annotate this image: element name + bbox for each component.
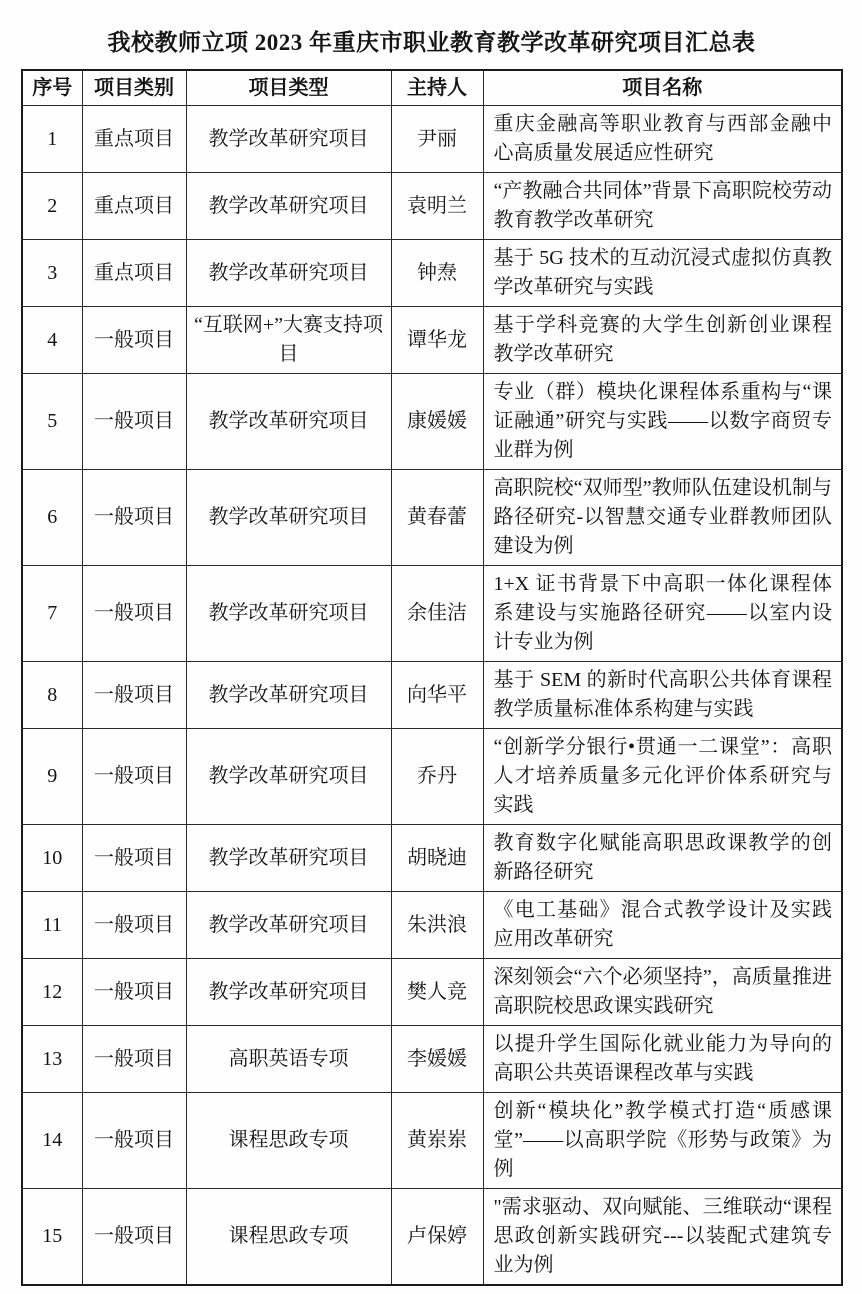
cell-project-category: 一般项目 (82, 307, 186, 374)
cell-project-type: 教学改革研究项目 (186, 470, 391, 566)
cell-project-category: 重点项目 (82, 173, 186, 240)
cell-project-type: 教学改革研究项目 (186, 825, 391, 892)
header-serial-number: 序号 (22, 70, 82, 106)
cell-host: 朱洪浪 (391, 892, 483, 959)
cell-host: 樊人竞 (391, 959, 483, 1026)
cell-serial-number: 5 (22, 374, 82, 470)
cell-project-name: “产教融合共同体”背景下高职院校劳动教育教学改革研究 (483, 173, 842, 240)
projects-table (21, 69, 843, 1286)
cell-project-name: “创新学分银行•贯通一二课堂”：高职人才培养质量多元化评价体系研究与实践 (483, 729, 842, 825)
cell-host: 李媛媛 (391, 1026, 483, 1093)
cell-host: 黄春蕾 (391, 470, 483, 566)
table-row (22, 307, 842, 374)
cell-project-name: 基于 SEM 的新时代高职公共体育课程教学质量标准体系构建与实践 (483, 662, 842, 729)
cell-project-type: 教学改革研究项目 (186, 959, 391, 1026)
cell-project-category: 一般项目 (82, 470, 186, 566)
table-row (22, 173, 842, 240)
table-row (22, 892, 842, 959)
cell-serial-number: 2 (22, 173, 82, 240)
table-body (22, 106, 842, 1286)
cell-serial-number: 10 (22, 825, 82, 892)
cell-host: 钟焘 (391, 240, 483, 307)
cell-host: 康媛媛 (391, 374, 483, 470)
table-row (22, 470, 842, 566)
cell-project-category: 一般项目 (82, 1189, 186, 1286)
header-project-type: 项目类型 (186, 70, 391, 106)
cell-serial-number: 4 (22, 307, 82, 374)
cell-project-category: 一般项目 (82, 892, 186, 959)
cell-project-category: 重点项目 (82, 106, 186, 173)
cell-project-type: 课程思政专项 (186, 1093, 391, 1189)
cell-host: 尹丽 (391, 106, 483, 173)
cell-project-name: "需求驱动、双向赋能、三维联动“课程思政创新实践研究---以装配式建筑专业为例 (483, 1189, 842, 1286)
cell-project-type: 教学改革研究项目 (186, 106, 391, 173)
table-row (22, 1093, 842, 1189)
cell-project-type: “互联网+”大赛支持项目 (186, 307, 391, 374)
cell-serial-number: 8 (22, 662, 82, 729)
cell-project-name: 重庆金融高等职业教育与西部金融中心高质量发展适应性研究 (483, 106, 842, 173)
cell-host: 谭华龙 (391, 307, 483, 374)
cell-project-name: 专业（群）模块化课程体系重构与“课证融通”研究与实践——以数字商贸专业群为例 (483, 374, 842, 470)
cell-serial-number: 1 (22, 106, 82, 173)
cell-project-type: 教学改革研究项目 (186, 240, 391, 307)
cell-host: 卢保婷 (391, 1189, 483, 1286)
cell-project-name: 高职院校“双师型”教师队伍建设机制与路径研究-以智慧交通专业群教师团队建设为例 (483, 470, 842, 566)
table-row (22, 729, 842, 825)
header-host: 主持人 (391, 70, 483, 106)
table-row (22, 240, 842, 307)
cell-project-category: 一般项目 (82, 662, 186, 729)
cell-project-name: 《电工基础》混合式教学设计及实践应用改革研究 (483, 892, 842, 959)
page-title: 我校教师立项 2023 年重庆市职业教育教学改革研究项目汇总表 (107, 30, 756, 55)
cell-project-type: 教学改革研究项目 (186, 374, 391, 470)
table-row (22, 959, 842, 1026)
cell-project-category: 一般项目 (82, 959, 186, 1026)
header-project-category: 项目类别 (82, 70, 186, 106)
cell-project-type: 教学改革研究项目 (186, 173, 391, 240)
cell-serial-number: 9 (22, 729, 82, 825)
cell-project-name: 1+X 证书背景下中高职一体化课程体系建设与实施路径研究——以室内设计专业为例 (483, 566, 842, 662)
table-row (22, 1189, 842, 1286)
table-row (22, 106, 842, 173)
table-row (22, 1026, 842, 1093)
table-row (22, 662, 842, 729)
cell-project-name: 基于学科竞赛的大学生创新创业课程教学改革研究 (483, 307, 842, 374)
cell-project-category: 一般项目 (82, 1026, 186, 1093)
cell-host: 胡晓迪 (391, 825, 483, 892)
cell-project-category: 一般项目 (82, 729, 186, 825)
cell-project-category: 一般项目 (82, 566, 186, 662)
cell-project-category: 一般项目 (82, 374, 186, 470)
table-row (22, 825, 842, 892)
table-row (22, 374, 842, 470)
cell-project-name: 以提升学生国际化就业能力为导向的高职公共英语课程改革与实践 (483, 1026, 842, 1093)
cell-project-type: 高职英语专项 (186, 1026, 391, 1093)
cell-project-type: 课程思政专项 (186, 1189, 391, 1286)
header-row (22, 70, 842, 106)
cell-project-name: 教育数字化赋能高职思政课教学的创新路径研究 (483, 825, 842, 892)
cell-project-category: 重点项目 (82, 240, 186, 307)
cell-host: 乔丹 (391, 729, 483, 825)
cell-project-type: 教学改革研究项目 (186, 566, 391, 662)
cell-serial-number: 12 (22, 959, 82, 1026)
cell-host: 黄岽岽 (391, 1093, 483, 1189)
cell-serial-number: 7 (22, 566, 82, 662)
cell-host: 余佳洁 (391, 566, 483, 662)
cell-project-name: 基于 5G 技术的互动沉浸式虚拟仿真教学改革研究与实践 (483, 240, 842, 307)
header-project-name: 项目名称 (483, 70, 842, 106)
cell-project-name: 创新“模块化”教学模式打造“质感课堂”——以高职学院《形势与政策》为例 (483, 1093, 842, 1189)
cell-serial-number: 3 (22, 240, 82, 307)
cell-serial-number: 11 (22, 892, 82, 959)
cell-host: 袁明兰 (391, 173, 483, 240)
cell-project-type: 教学改革研究项目 (186, 892, 391, 959)
cell-project-type: 教学改革研究项目 (186, 729, 391, 825)
cell-host: 向华平 (391, 662, 483, 729)
table-row (22, 566, 842, 662)
cell-serial-number: 15 (22, 1189, 82, 1286)
cell-project-category: 一般项目 (82, 1093, 186, 1189)
cell-project-category: 一般项目 (82, 825, 186, 892)
cell-project-name: 深刻领会“六个必须坚持”，高质量推进高职院校思政课实践研究 (483, 959, 842, 1026)
cell-project-type: 教学改革研究项目 (186, 662, 391, 729)
cell-serial-number: 14 (22, 1093, 82, 1189)
cell-serial-number: 6 (22, 470, 82, 566)
cell-serial-number: 13 (22, 1026, 82, 1093)
